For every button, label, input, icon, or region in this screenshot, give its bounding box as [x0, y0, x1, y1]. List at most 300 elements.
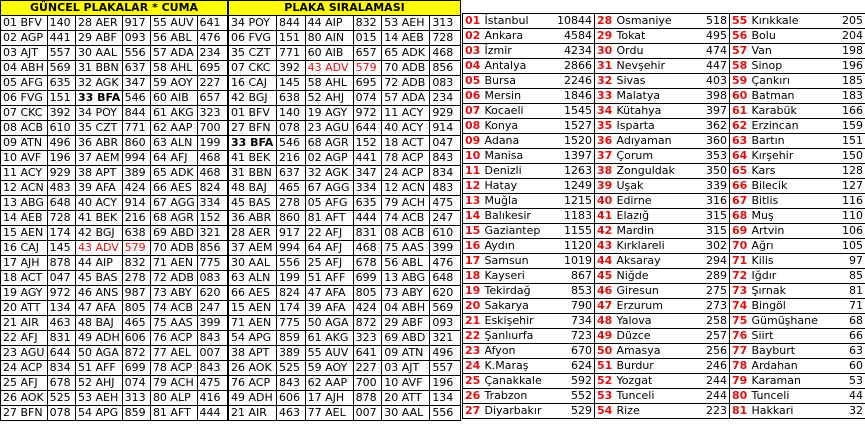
plate-number: 234 [430, 91, 461, 106]
plate-ranking-row [229, 271, 461, 286]
plate-code: 68 AGR [305, 136, 353, 151]
city-ranking-row [463, 179, 865, 194]
plate-number: 227 [353, 361, 382, 376]
plate-code: 74 ACB [150, 301, 197, 316]
city-plate-code: 53 [595, 389, 615, 404]
plate-ranking-panel [228, 0, 461, 422]
plate-ranking-row [229, 196, 461, 211]
city-plate-code: 47 [595, 299, 615, 314]
plate-number: 546 [277, 136, 306, 151]
plate-ranking-row [229, 316, 461, 331]
plate-code: 30 AAL [382, 406, 430, 421]
city-name: Iğdır [750, 269, 826, 284]
city-name: Kilis [750, 254, 826, 269]
plate-code: 52 AHJ [305, 91, 353, 106]
city-plate-code: 52 [595, 374, 615, 389]
plate-code: 42 BGJ [75, 226, 122, 241]
plate-number: 856 [430, 61, 461, 76]
plate-number: 775 [197, 256, 227, 271]
plate-code: 75 AAS [150, 316, 197, 331]
plate-number: 313 [430, 16, 461, 31]
city-plate-code: 20 [463, 299, 483, 314]
city-plate-code: 21 [463, 314, 483, 329]
city-plate-code: 55 [730, 14, 750, 29]
plate-number: 644 [353, 121, 382, 136]
plate-number: 635 [47, 76, 75, 91]
plate-number: 834 [430, 166, 461, 181]
plate-number: 476 [197, 31, 227, 46]
city-name: Muğla [483, 194, 545, 209]
city-plate-code: 08 [463, 119, 483, 134]
city-name: Erzincan [750, 119, 826, 134]
plate-number: 728 [47, 211, 75, 226]
plate-number: 392 [47, 106, 75, 121]
plate-count: 529 [545, 404, 595, 419]
plate-code: 79 ACH [382, 196, 430, 211]
city-name: Uşak [615, 179, 690, 194]
city-ranking-row [463, 329, 865, 344]
city-plate-code: 07 [463, 104, 483, 119]
plate-code: 43 ADV [305, 61, 353, 76]
city-name: Ankara [483, 29, 545, 44]
city-ranking-row [463, 314, 865, 329]
city-plate-code: 12 [463, 179, 483, 194]
plate-code: 61 AKG [305, 331, 353, 346]
city-name: Kırklareli [615, 239, 690, 254]
city-name: Hakkari [750, 404, 826, 419]
city-ranking-row [463, 59, 865, 74]
city-plate-code: 68 [730, 209, 750, 224]
city-ranking-row [463, 194, 865, 209]
plate-count: 1263 [545, 164, 595, 179]
plate-number: 610 [430, 226, 461, 241]
current-plates-row [1, 106, 228, 121]
plate-code: 06 FVG [1, 91, 48, 106]
city-name: Ağrı [750, 239, 826, 254]
city-name: Muş [750, 209, 826, 224]
plate-number: 174 [47, 226, 75, 241]
city-plate-code: 13 [463, 194, 483, 209]
plate-code: 60 AIB [150, 91, 197, 106]
city-ranking-row [463, 104, 865, 119]
city-plate-code: 60 [730, 89, 750, 104]
city-name: Batman [750, 89, 826, 104]
plate-code: 72 ADB [150, 271, 197, 286]
plate-code: 30 AAL [229, 256, 277, 271]
city-plate-code: 48 [595, 314, 615, 329]
plate-ranking-row [229, 406, 461, 421]
city-name: Rize [615, 404, 690, 419]
city-plate-code: 41 [595, 209, 615, 224]
city-ranking-row [463, 299, 865, 314]
plate-number: 468 [197, 151, 227, 166]
city-plate-code: 30 [595, 44, 615, 59]
plate-code: 35 CZT [229, 46, 277, 61]
city-plate-code: 50 [595, 344, 615, 359]
plate-code: 09 ATN [1, 136, 48, 151]
plate-ranking-row [229, 136, 461, 151]
plate-number: 860 [277, 211, 306, 226]
plate-number: 525 [47, 391, 75, 406]
city-name: Adıyaman [615, 134, 690, 149]
plate-code: 16 CAJ [1, 241, 48, 256]
plate-number: 994 [277, 241, 306, 256]
city-plate-code: 42 [595, 224, 615, 239]
plate-ranking-row [229, 46, 461, 61]
plate-code: 80 AIN [305, 31, 353, 46]
plate-code: 71 AEN [150, 256, 197, 271]
plate-number: 465 [122, 316, 150, 331]
plate-code: 31 BBN [75, 61, 122, 76]
city-plate-code: 14 [463, 209, 483, 224]
plate-code: 55 AUV [150, 16, 197, 31]
plate-code: 62 AAP [305, 376, 353, 391]
plate-number: 929 [47, 166, 75, 181]
plate-code: 29 ABF [382, 316, 430, 331]
plate-code: 01 BFV [229, 106, 277, 121]
plate-code: 54 APG [229, 331, 277, 346]
plate-number: 216 [277, 151, 306, 166]
plate-number: 347 [122, 76, 150, 91]
plate-number: 856 [197, 241, 227, 256]
plate-count: 397 [690, 104, 730, 119]
plate-ranking-row [229, 301, 461, 316]
city-name: Mersin [483, 89, 545, 104]
plate-number: 843 [430, 151, 461, 166]
city-plate-code: 19 [463, 284, 483, 299]
plate-ranking-title: PLAKA SIRALAMASI [229, 1, 461, 16]
plate-number: 641 [353, 346, 382, 361]
plate-number: 844 [277, 16, 306, 31]
plate-count: 60 [826, 359, 865, 374]
plate-code: 58 AHL [150, 61, 197, 76]
plate-number: 140 [47, 16, 75, 31]
plate-code: 21 AIR [1, 316, 48, 331]
plate-number: 637 [122, 61, 150, 76]
city-plate-code: 51 [595, 359, 615, 374]
city-plate-code: 15 [463, 224, 483, 239]
plate-code: 46 ANS [75, 286, 122, 301]
plate-code: 15 AEN [229, 301, 277, 316]
plate-code: 70 ADB [382, 61, 430, 76]
plate-number: 196 [430, 376, 461, 391]
city-ranking-row [463, 269, 865, 284]
plate-count: 105 [826, 239, 865, 254]
plate-code: 52 AHJ [75, 376, 122, 391]
plate-number: 465 [277, 181, 306, 196]
city-name: Bayburt [750, 344, 826, 359]
plate-code: 80 ALP [150, 391, 197, 406]
city-ranking-row [463, 404, 865, 419]
plate-count: 246 [690, 359, 730, 374]
city-plate-code: 72 [730, 269, 750, 284]
city-name: Kayseri [483, 269, 545, 284]
city-name: Bursa [483, 74, 545, 89]
plate-ranking-row [229, 106, 461, 121]
plate-code: 29 ABF [75, 31, 122, 46]
current-plates-row [1, 331, 228, 346]
city-plate-code: 05 [463, 74, 483, 89]
city-plate-code: 81 [730, 404, 750, 419]
plate-code: 32 AGK [305, 166, 353, 181]
city-plate-code: 26 [463, 389, 483, 404]
city-plate-code: 38 [595, 164, 615, 179]
city-plate-code: 61 [730, 104, 750, 119]
current-plates-row [1, 61, 228, 76]
plate-number: 843 [277, 376, 306, 391]
city-ranking-row [463, 119, 865, 134]
plate-count: 151 [826, 134, 865, 149]
plate-code: 27 BFN [1, 406, 48, 421]
plate-code: 38 APT [229, 346, 277, 361]
city-plate-code: 17 [463, 254, 483, 269]
plate-count: 1545 [545, 104, 595, 119]
city-name: Yozgat [615, 374, 690, 389]
plate-number: 648 [47, 196, 75, 211]
plate-number: 468 [197, 166, 227, 181]
plate-number: 399 [430, 241, 461, 256]
plate-code: 06 FVG [229, 31, 277, 46]
plate-code: 15 AEN [1, 226, 48, 241]
plate-code: 66 AES [229, 286, 277, 301]
plate-number: 134 [47, 301, 75, 316]
plate-ranking-row [229, 121, 461, 136]
plate-count: 44 [826, 389, 865, 404]
city-plate-code: 06 [463, 89, 483, 104]
plate-number: 557 [430, 361, 461, 376]
plate-code: 40 ACY [382, 121, 430, 136]
city-plate-code: 62 [730, 119, 750, 134]
plate-code: 51 AFF [75, 361, 122, 376]
plate-code: 14 AEB [1, 211, 48, 226]
plate-number: 844 [122, 106, 150, 121]
current-plates-row [1, 46, 228, 61]
plate-code: 12 ACN [1, 181, 48, 196]
plate-code: 10 AVF [382, 376, 430, 391]
plate-code: 47 AFA [75, 301, 122, 316]
plate-code: 41 BEK [229, 151, 277, 166]
plate-number: 831 [47, 331, 75, 346]
plate-number: 416 [197, 391, 227, 406]
city-plate-code: 79 [730, 374, 750, 389]
city-plate-code: 59 [730, 74, 750, 89]
city-plate-code: 77 [730, 344, 750, 359]
plate-code: 07 CKC [1, 106, 48, 121]
plate-number: 444 [353, 211, 382, 226]
plate-count: 592 [545, 374, 595, 389]
plate-code: 34 POY [229, 16, 277, 31]
plate-code: 17 AJH [305, 391, 353, 406]
current-plates-row [1, 316, 228, 331]
city-name: Burdur [615, 359, 690, 374]
city-ranking-row [463, 44, 865, 59]
plate-code: 26 AOK [229, 361, 277, 376]
city-name: Zonguldak [615, 164, 690, 179]
city-plate-code: 67 [730, 194, 750, 209]
plate-count: 81 [826, 284, 865, 299]
city-plate-code: 54 [595, 404, 615, 419]
city-plate-code: 71 [730, 254, 750, 269]
city-ranking-row [463, 389, 865, 404]
plate-number: 093 [122, 31, 150, 46]
city-name: Aydın [483, 239, 545, 254]
plate-code: 60 AIB [305, 46, 353, 61]
plate-number: 620 [430, 286, 461, 301]
plate-code: 25 AFJ [1, 376, 48, 391]
city-name: Balıkesir [483, 209, 545, 224]
plate-code: 58 AHL [305, 76, 353, 91]
plate-code: 35 CZT [75, 121, 122, 136]
plate-count: 1155 [545, 224, 595, 239]
city-plate-code: 66 [730, 179, 750, 194]
city-plate-code: 35 [595, 119, 615, 134]
plate-number: 824 [277, 286, 306, 301]
plate-code: 04 ABH [382, 301, 430, 316]
plate-count: 1183 [545, 209, 595, 224]
plate-number: 579 [353, 61, 382, 76]
plate-code: 49 ADH [75, 331, 122, 346]
plate-number: 483 [430, 181, 461, 196]
city-ranking-row [463, 239, 865, 254]
plate-number: 678 [353, 256, 382, 271]
plate-code: 74 ACB [382, 211, 430, 226]
plate-code: 73 ABY [150, 286, 197, 301]
city-plate-code: 44 [595, 254, 615, 269]
plate-number: 648 [430, 271, 461, 286]
plate-code: 77 AEL [305, 406, 353, 421]
plate-count: 1846 [545, 89, 595, 104]
plate-number: 321 [430, 331, 461, 346]
plate-code: 54 APG [75, 406, 122, 421]
plate-code: 14 AEB [382, 31, 430, 46]
plate-number: 234 [197, 46, 227, 61]
plate-code: 70 ADB [150, 241, 197, 256]
plate-code: 39 AFA [305, 301, 353, 316]
plate-number: 914 [122, 196, 150, 211]
plate-number: 557 [47, 46, 75, 61]
plate-number: 987 [122, 286, 150, 301]
plate-count: 275 [690, 284, 730, 299]
plate-number: 199 [277, 271, 306, 286]
city-ranking-row [463, 254, 865, 269]
plate-number: 569 [430, 301, 461, 316]
plate-code: 59 AOY [305, 361, 353, 376]
plate-count: 185 [826, 74, 865, 89]
city-name: Denizli [483, 164, 545, 179]
plate-count: 474 [690, 44, 730, 59]
plate-code: 03 AJT [1, 46, 48, 61]
city-plate-code: 63 [730, 134, 750, 149]
plate-number: 399 [197, 316, 227, 331]
city-name: Malatya [615, 89, 690, 104]
plate-number: 610 [47, 121, 75, 136]
city-name: Artvin [750, 224, 826, 239]
plate-count: 316 [690, 194, 730, 209]
plate-ranking-row [229, 286, 461, 301]
current-plates-panel [0, 0, 228, 422]
plate-count: 315 [690, 209, 730, 224]
plate-number: 641 [197, 16, 227, 31]
plate-number: 972 [47, 286, 75, 301]
plate-code: 51 AFF [305, 271, 353, 286]
city-name: Tokat [615, 29, 690, 44]
plate-ranking-table [228, 0, 461, 421]
plate-number: 323 [197, 106, 227, 121]
plate-number: 389 [277, 346, 306, 361]
city-name: Tunceli [750, 389, 826, 404]
plate-code: 21 AIR [229, 406, 277, 421]
plate-number: 579 [122, 241, 150, 256]
plate-code: 33 BFA [75, 91, 122, 106]
plate-code: 65 ADK [150, 166, 197, 181]
plate-count: 315 [690, 224, 730, 239]
city-name: Tunceli [615, 389, 690, 404]
plate-code: 20 ATT [1, 301, 48, 316]
plate-ranking-row [229, 241, 461, 256]
plate-number: 321 [197, 226, 227, 241]
plate-ranking-row [229, 166, 461, 181]
plate-count: 362 [690, 119, 730, 134]
plate-number: 824 [197, 181, 227, 196]
city-plate-code: 39 [595, 179, 615, 194]
city-name: Bilecik [750, 179, 826, 194]
plate-count: 68 [826, 314, 865, 329]
plate-number: 843 [197, 361, 227, 376]
plate-number: 392 [277, 61, 306, 76]
plate-count: 196 [826, 59, 865, 74]
city-name: Samsun [483, 254, 545, 269]
plate-count: 867 [545, 269, 595, 284]
plate-code: 48 BAJ [75, 316, 122, 331]
plate-ranking-row [229, 31, 461, 46]
plate-count: 339 [690, 179, 730, 194]
city-name: Bitlis [750, 194, 826, 209]
plate-code: 28 AER [229, 226, 277, 241]
city-ranking-table [462, 13, 865, 419]
plate-count: 734 [545, 314, 595, 329]
plate-code: 41 BEK [75, 211, 122, 226]
current-plates-row [1, 376, 228, 391]
plate-code: 64 AFJ [305, 241, 353, 256]
plate-count: 244 [690, 374, 730, 389]
city-name: Eskişehir [483, 314, 545, 329]
plate-code: 44 AIP [305, 16, 353, 31]
city-name: Van [750, 44, 826, 59]
city-name: Isparta [615, 119, 690, 134]
city-plate-code: 65 [730, 164, 750, 179]
plate-count: 2866 [545, 59, 595, 74]
plate-count: 1019 [545, 254, 595, 269]
plate-number: 546 [122, 91, 150, 106]
city-ranking-row [463, 149, 865, 164]
plate-code: 42 BGJ [229, 91, 277, 106]
plate-count: 183 [826, 89, 865, 104]
city-ranking-row [463, 284, 865, 299]
city-plate-code: 57 [730, 44, 750, 59]
plate-number: 775 [277, 316, 306, 331]
plate-ranking-row [229, 91, 461, 106]
plate-code: 16 CAJ [229, 76, 277, 91]
city-name: Bingöl [750, 299, 826, 314]
plate-code: 08 ACB [1, 121, 48, 136]
city-name: Çankırı [750, 74, 826, 89]
current-plates-row [1, 196, 228, 211]
plate-number: 569 [47, 61, 75, 76]
plate-number: 878 [353, 391, 382, 406]
plate-number: 620 [197, 286, 227, 301]
city-name: Tekirdağ [483, 284, 545, 299]
plate-number: 695 [197, 61, 227, 76]
